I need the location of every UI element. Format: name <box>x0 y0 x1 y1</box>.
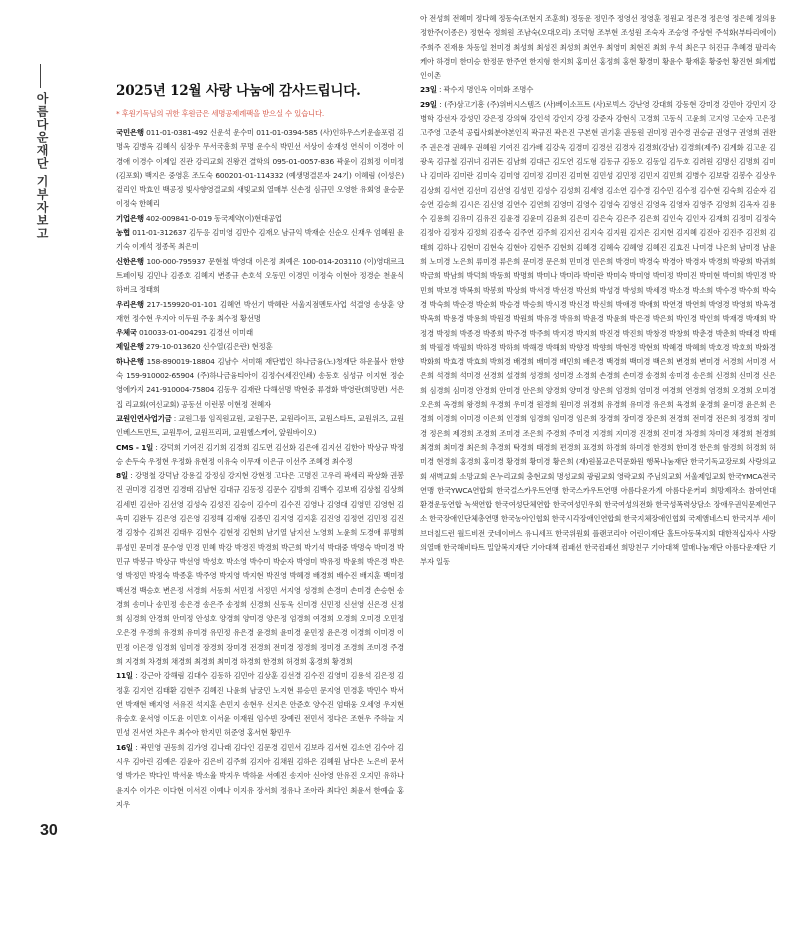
donor-names: : (주)삼고기흥 (주)위버시스템즈 (사)베이소프트 (사)로빅스 강난영 강대희 강동현 강미경 강민아 강민지 강병학 강선자 강성민 강은정 강의혁 강인석 강인지 강정 강준자 강현식 고경희 고동식 고윤희 고지영 고순자 고은정 고주영 고준석 공립사회분야본인직 곽규진 곽은진 구본현 권기훈 권동원 권미정 권수경 권승균 권영구 권영희 권완주 권은경 권혜우 권혜원 기여진 김가배 김강욱 김경미 김경선 김경자 김경희(강남) 김경희(제주) 김계화 김고운 김광욱 김규철 김귀녀 김귀돈 김남희 김대근 김도연 김도형 김동규 김동오 김동일 김두호 김려원 김명신 김명희 김미나 김미라 김미란 김미숙 김미영 김미정 김미진 김미현 김민성 김민정 김민지 김민희 김병수 김보람 김봉수 김상우 김상희 김서연 김선미 김선영 김성민 김성수 김성희 김세영 김소연 김수경 김수민 김수정 김수현 김숙희 김순자 김승연 김승희 김시은 김신영 김연수 김연희 김영미 김영수 김영숙 김영신 김영옥 김영자 김영주 김영희 김옥자 김용수 김용희 김유미 김유진 김윤경 김윤미 김윤희 김은미 김은숙 김은주 김은희 김인숙 김인자 김재희 김정미 김정숙 김정아 김정자 김정희 김종숙 김주연 김주희 김지선 김지숙 김지원 김지은 김지현 김지혜 김진아 김진주 김진희 김태희 김하나 김현미 김현숙 김현아 김현주 김현희 김혜경 김혜숙 김혜영 김혜진 김효진 나미경 나은희 남미경 남윤희 노미경 노은희 류미경 류은희 문미경 문은희 민미경 민은희 박경미 박경숙 박경아 박경자 박경희 박광희 박귀희 박금희 박남희 박덕희 박동희 박명희 박미나 박미라 박미란 박미숙 박미영 박미정 박미진 박미현 박미희 박민경 박민희 박보경 박복희 박봉희 박상희 박서경 박선경 박선희 박성경 박성희 박세경 박소경 박소희 박수경 박수희 박숙경 박숙희 박순경 박순희 박승경 박승희 박시경 박신경 박신희 박애경 박애희 박연경 박연희 박영경 박영희 박옥경 박옥희 박용경 박용희 박원경 박원희 박유경 박유희 박윤경 박윤희 박은경 박은희 박인경 박인희 박재경 박재희 박정경 박정희 박종경 박종희 박주경 박주희 박지경 박지희 박진경 박진희 박창경 박창희 박춘경 박춘희 박태경 박태희 박필경 박필희 박하경 박하희 박해경 박해희 박향경 박향희 박현경 박현희 박혜경 박혜희 박호경 박호희 박화경 박화희 박효경 박효희 박희경 배경희 배미경 배민희 배은경 백경희 백미경 백은희 변경희 변미경 서경희 서미경 서은희 석경희 석미경 선경희 설경희 성경희 성미경 소경희 손경희 손미경 송경희 송미경 송은희 신경희 신미경 신은희 심경희 심미경 안경희 안미경 안은희 양경희 양미경 양은희 엄경희 엄미경 여경희 연경희 염경희 오경희 오미경 오은희 옥경희 왕경희 우경희 우미경 원경희 원미경 위경희 유경희 유미경 유은희 육경희 윤경희 윤미경 윤은희 은경희 이경희 이미경 이은희 인경희 임경희 임미경 임은희 장경희 장미경 장은희 전경희 전미경 전은희 정경희 정미경 정은희 제경희 조경희 조미경 조은희 주경희 주미경 지경희 지미경 진경희 진미경 차경희 차미경 채경희 천경희 최경희 최미경 최은희 추경희 탁경희 태경희 편경희 표경희 하경희 하미경 한경희 한미경 한은희 함경희 허경희 허미경 현경희 홍경희 홍미경 황경희 황미경 황은희 (재)원불교은덕문화원 행복나눔재단 한국기독교장로회 사랑의교회 새벽교회 소망교회 온누리교회 충현교회 명성교회 광림교회 영락교회 주님의교회 서울제일교회 한국YMCA전국연맹 한국YWCA연합회 한국걸스카우트연맹 한국스카우트연맹 아름다운가게 아름다운커피 희망제작소 참여연대 환경운동연합 녹색연합 한국여성단체연합 한국여성민우회 한국여성의전화 한국성폭력상담소 장애우권익문제연구소 한국장애인단체총연맹 한국농아인협회 한국시각장애인연합회 한국지체장애인협회 국제앰네스티 한국지부 세이브더칠드런 월드비전 굿네이버스 유니세프 한국위원회 플랜코리아 어린이재단 홀트아동복지회 대한적십자사 사랑의열매 한국해비타트 밀알복지재단 기아대책 컴패션 한국컴패션 희망친구 기아대책 열매나눔재단 아름다운재단 기부자 일동 <box>420 99 776 567</box>
donor-paragraph <box>116 741 404 812</box>
donor-names: : 곽수지 명인옥 이미화 조명수 <box>438 85 534 95</box>
donor-paragraph <box>420 98 776 570</box>
donor-paragraph <box>116 441 404 470</box>
donor-names: : 강근아 강해림 김대수 김동하 김민아 김상훈 김선경 김수진 김영미 김용석 김은정 김정훈 김지연 김태환 김현주 김혜진 나윤희 남궁민 노지현 류승민 문지영 민경훈 박민수 박서연 박재현 배지영 서유진 석지훈 손민지 송현우 신지은 안준호 양수진 엄태웅 오세영 우지현 유승호 윤서영 이도윤 이민호 이서윤 이재원 임수빈 장예린 전민서 정다은 조현우 주하늘 지민성 진서연 차은우 최수아 한지민 허준영 홍서현 황민우 <box>116 671 404 738</box>
tax-note: * 후원기독님의 귀한 후원금은 세명공제례팩을 받으실 수 있습니다. <box>116 109 325 118</box>
donor-paragraph <box>116 126 404 212</box>
donor-names: 402-009841-0-019 동국제약(이)현대공업 <box>145 213 282 223</box>
donor-group-label: 기업은행 <box>116 213 144 223</box>
donor-group-label: 하나은행 <box>116 356 144 366</box>
donor-paragraph <box>420 12 776 83</box>
donor-group-label: 우리은행 <box>116 299 144 309</box>
donor-paragraph <box>116 355 404 412</box>
donor-names: 아 전성희 전혜미 정다혜 정동숙(조현지 조훈희) 정동운 정민주 정영선 정영훈 정원교 정은경 정은영 정은혜 정의용 정한주(이종은) 정현숙 정희원 조남숙(오대오리) 조덕형 조부현 조성원 조숙자 조승영 주상현 주석화(부타리에이) 주희주 진재용 차동일 천미경 최성희 최성진 최성희 최연우 최영미 최현진 최희 우석 최은구 허진규 추혜경 팔리속케아 하경미 한미승 한정문 한주연 한지형 한지희 홍미선 홍정희 홍현 황경미 황윤수 황재훈 황중헌 황진현 회계법인이촌 <box>420 14 776 81</box>
donor-group-label: 8일 <box>116 471 128 481</box>
page-heading: 2025년 12월 사랑 나눔에 감사드립니다. <box>116 83 361 99</box>
donor-names: 279-10-013620 신수열(김은란) 현정훈 <box>145 342 273 352</box>
donor-paragraph <box>116 226 404 255</box>
donor-paragraph <box>116 298 404 327</box>
donor-group-label: 23일 <box>420 85 437 95</box>
left-donor-paragraphs <box>116 126 404 812</box>
donor-names: : 교원그룹 임직원교원, 교원구몬, 교원라이프, 교원스타트, 교원위즈, 교원인베스트먼트, 교원투어, 교원프리퍼, 교원헬스케어, 앞원바이오) <box>116 413 404 438</box>
donor-list-right-column <box>420 12 776 570</box>
donor-group-label: 11일 <box>116 671 133 681</box>
donor-group-label: 29일 <box>420 99 437 109</box>
donor-paragraph <box>116 412 404 441</box>
donor-paragraph <box>116 255 404 298</box>
donor-paragraph <box>116 669 404 740</box>
donor-paragraph <box>116 340 404 354</box>
donor-group-label: 농협 <box>116 228 130 238</box>
right-donor-paragraphs <box>420 12 776 570</box>
donor-group-label: 국민은행 <box>116 128 144 137</box>
donor-group-label: 우체국 <box>116 328 137 338</box>
donor-group-label: 제일은행 <box>116 342 144 352</box>
donor-list-left-column <box>116 82 404 812</box>
donor-names: 011-01-0381-492 신운석 운수미 011-01-0394-585 (사)인하우스키운솔포럼 김명옥 김병옥 김혜식 심장우 무서국흥희 무명 운수식 박민선 서상이 송재성 연식이 이경아 이경애 이경수 이제일 진관 강리교회 진왕건 결학의 095-01-0057-836 곽윤이 김희정 이미정(김포회) 백지은 중영흔 조도숙 600201-01-114332 (예생명결론자 24기) 이혜림 (이성은) 겉리인 박효인 백공정 빛사향영결교회 새빛교회 열매부 신손정 심규민 오영한 유회영 윤승문 이정숙 한혜리 <box>116 128 404 209</box>
donor-group-label: 16일 <box>116 742 133 752</box>
donor-group-label: 신한은행 <box>116 256 144 266</box>
side-rule <box>40 64 41 88</box>
donor-paragraph <box>420 83 776 97</box>
donor-names: : 강덕희 기여진 김기희 김경희 김도면 김선화 김은애 김지선 김한아 박상규 박정승 손두숙 우정현 우정화 유현정 이유숙 이무재 이은규 이선주 조혜경 최수정 <box>116 442 405 466</box>
donor-paragraph <box>116 212 404 226</box>
donor-paragraph <box>116 469 404 669</box>
donor-names: : 강명철 강덕남 강용길 강정심 강지현 강현정 고다은 고명진 고우리 곽세리 곽상화 권봉진 권미경 김경면 김경태 김남현 김대규 김동정 김문수 김방희 김백수 김보배 김상철 김상희 김세빈 김선아 김선영 김성숙 김성진 김승이 김수미 김수진 김영나 김영대 김영민 김영현 김옥미 김완두 김은영 김은영 김정해 김재형 김종민 김지영 김지훈 김진영 김정연 김민정 김진경 김창수 김희진 김태우 김현수 김현정 김현희 남기열 남지선 노영희 노윤희 도경애 류명희 류성민 문미경 문수영 민경 민혜 박강 박경진 박경희 박근희 박기석 박대중 박명숙 박미경 박민규 박봉규 박상규 박선영 박성호 박소영 박수미 박순자 박영미 박유정 박윤희 박은경 박은영 박정민 박정숙 박종훈 박주영 박지영 박지현 박진영 박혜경 배경희 배수진 배지훈 백미정 백선경 백승호 변은정 서경희 서동희 서민정 서정민 서지영 성경희 손경미 손미경 손승현 송경희 송미나 송민정 송은경 송은주 송정희 신경희 신동욱 신미경 신민정 신선영 신은경 신정희 심경희 안경희 안미정 안성호 양경희 양미경 양은정 엄경희 여경희 오경희 오미경 오민정 오은경 우경희 유경희 유미경 유민정 유은경 윤경희 윤미경 윤민정 윤은경 이경희 이미경 이민정 이은경 임경희 임미경 장경희 장미경 전경희 전미경 정경희 정미경 조경희 조미경 주경희 지경희 차경희 채경희 최경희 최미경 하경희 한경희 허경희 홍경희 황경희 <box>116 471 404 666</box>
donor-names: 010033-01-004291 김경선 이미래 <box>138 328 253 338</box>
donor-names: 158-890019-18804 김남수 서미해 재단법인 하나금융(노)청재단 하운불사 한향숙 159-910002-65904 (주)하나금융티아이 김정수(세진인쇄) 송동호 심성규 이지현 정순영에카지 241-910004-75804 김동우 김재란 다해선명 박현중 류경화 박영란(희망편) 서은집 리교회(여신교회) 공동선 이런봉 이현정 전혜자 <box>116 356 404 409</box>
donor-names: : 곽민영 권동희 김가영 김나래 김다인 김문경 김민서 김보라 김서현 김소연 김수아 김시우 김아린 김예은 김윤아 김은비 김주희 김지아 김채원 김하은 김혜원 남다은 노은비 문서영 박가은 박다인 박서윤 박소율 박지우 박하윤 서예진 송지아 신아영 안유진 오지민 유하나 윤지수 이가은 이다현 이서진 이예나 이지유 장서희 정유나 조아라 최다인 최윤서 한예슬 홍지우 <box>116 742 404 809</box>
donor-group-label: 교원인연사업기금 <box>116 413 172 423</box>
page-number: 30 <box>40 822 58 839</box>
donor-group-label: CMS - 1일 <box>116 442 154 452</box>
donor-names: 100-000-795937 문현철 박영대 이은정 최예은 100-014-203110 (이)영대르크트페이팅 김민나 김종호 김혜지 변종규 손호석 오동민 이경민 이정숙 이현아 정경순 천윤식 하버크 정태희 <box>116 256 404 295</box>
donor-paragraph <box>116 326 404 340</box>
donor-names: 011-01-312637 김두응 김미영 김만수 김재오 남규익 박재순 신순오 신재우 엄혜원 윤기숙 이계석 정종목 최은미 <box>116 228 404 252</box>
donor-names: 217-159920-01-101 김혜연 박선기 박혜란 서울지점멘토사업 석결영 송상훈 양재헌 정수현 우지아 이두원 주웅 최수정 황선명 <box>116 299 404 323</box>
side-section-title: 아름다운재단 기부자보고 <box>35 92 49 241</box>
